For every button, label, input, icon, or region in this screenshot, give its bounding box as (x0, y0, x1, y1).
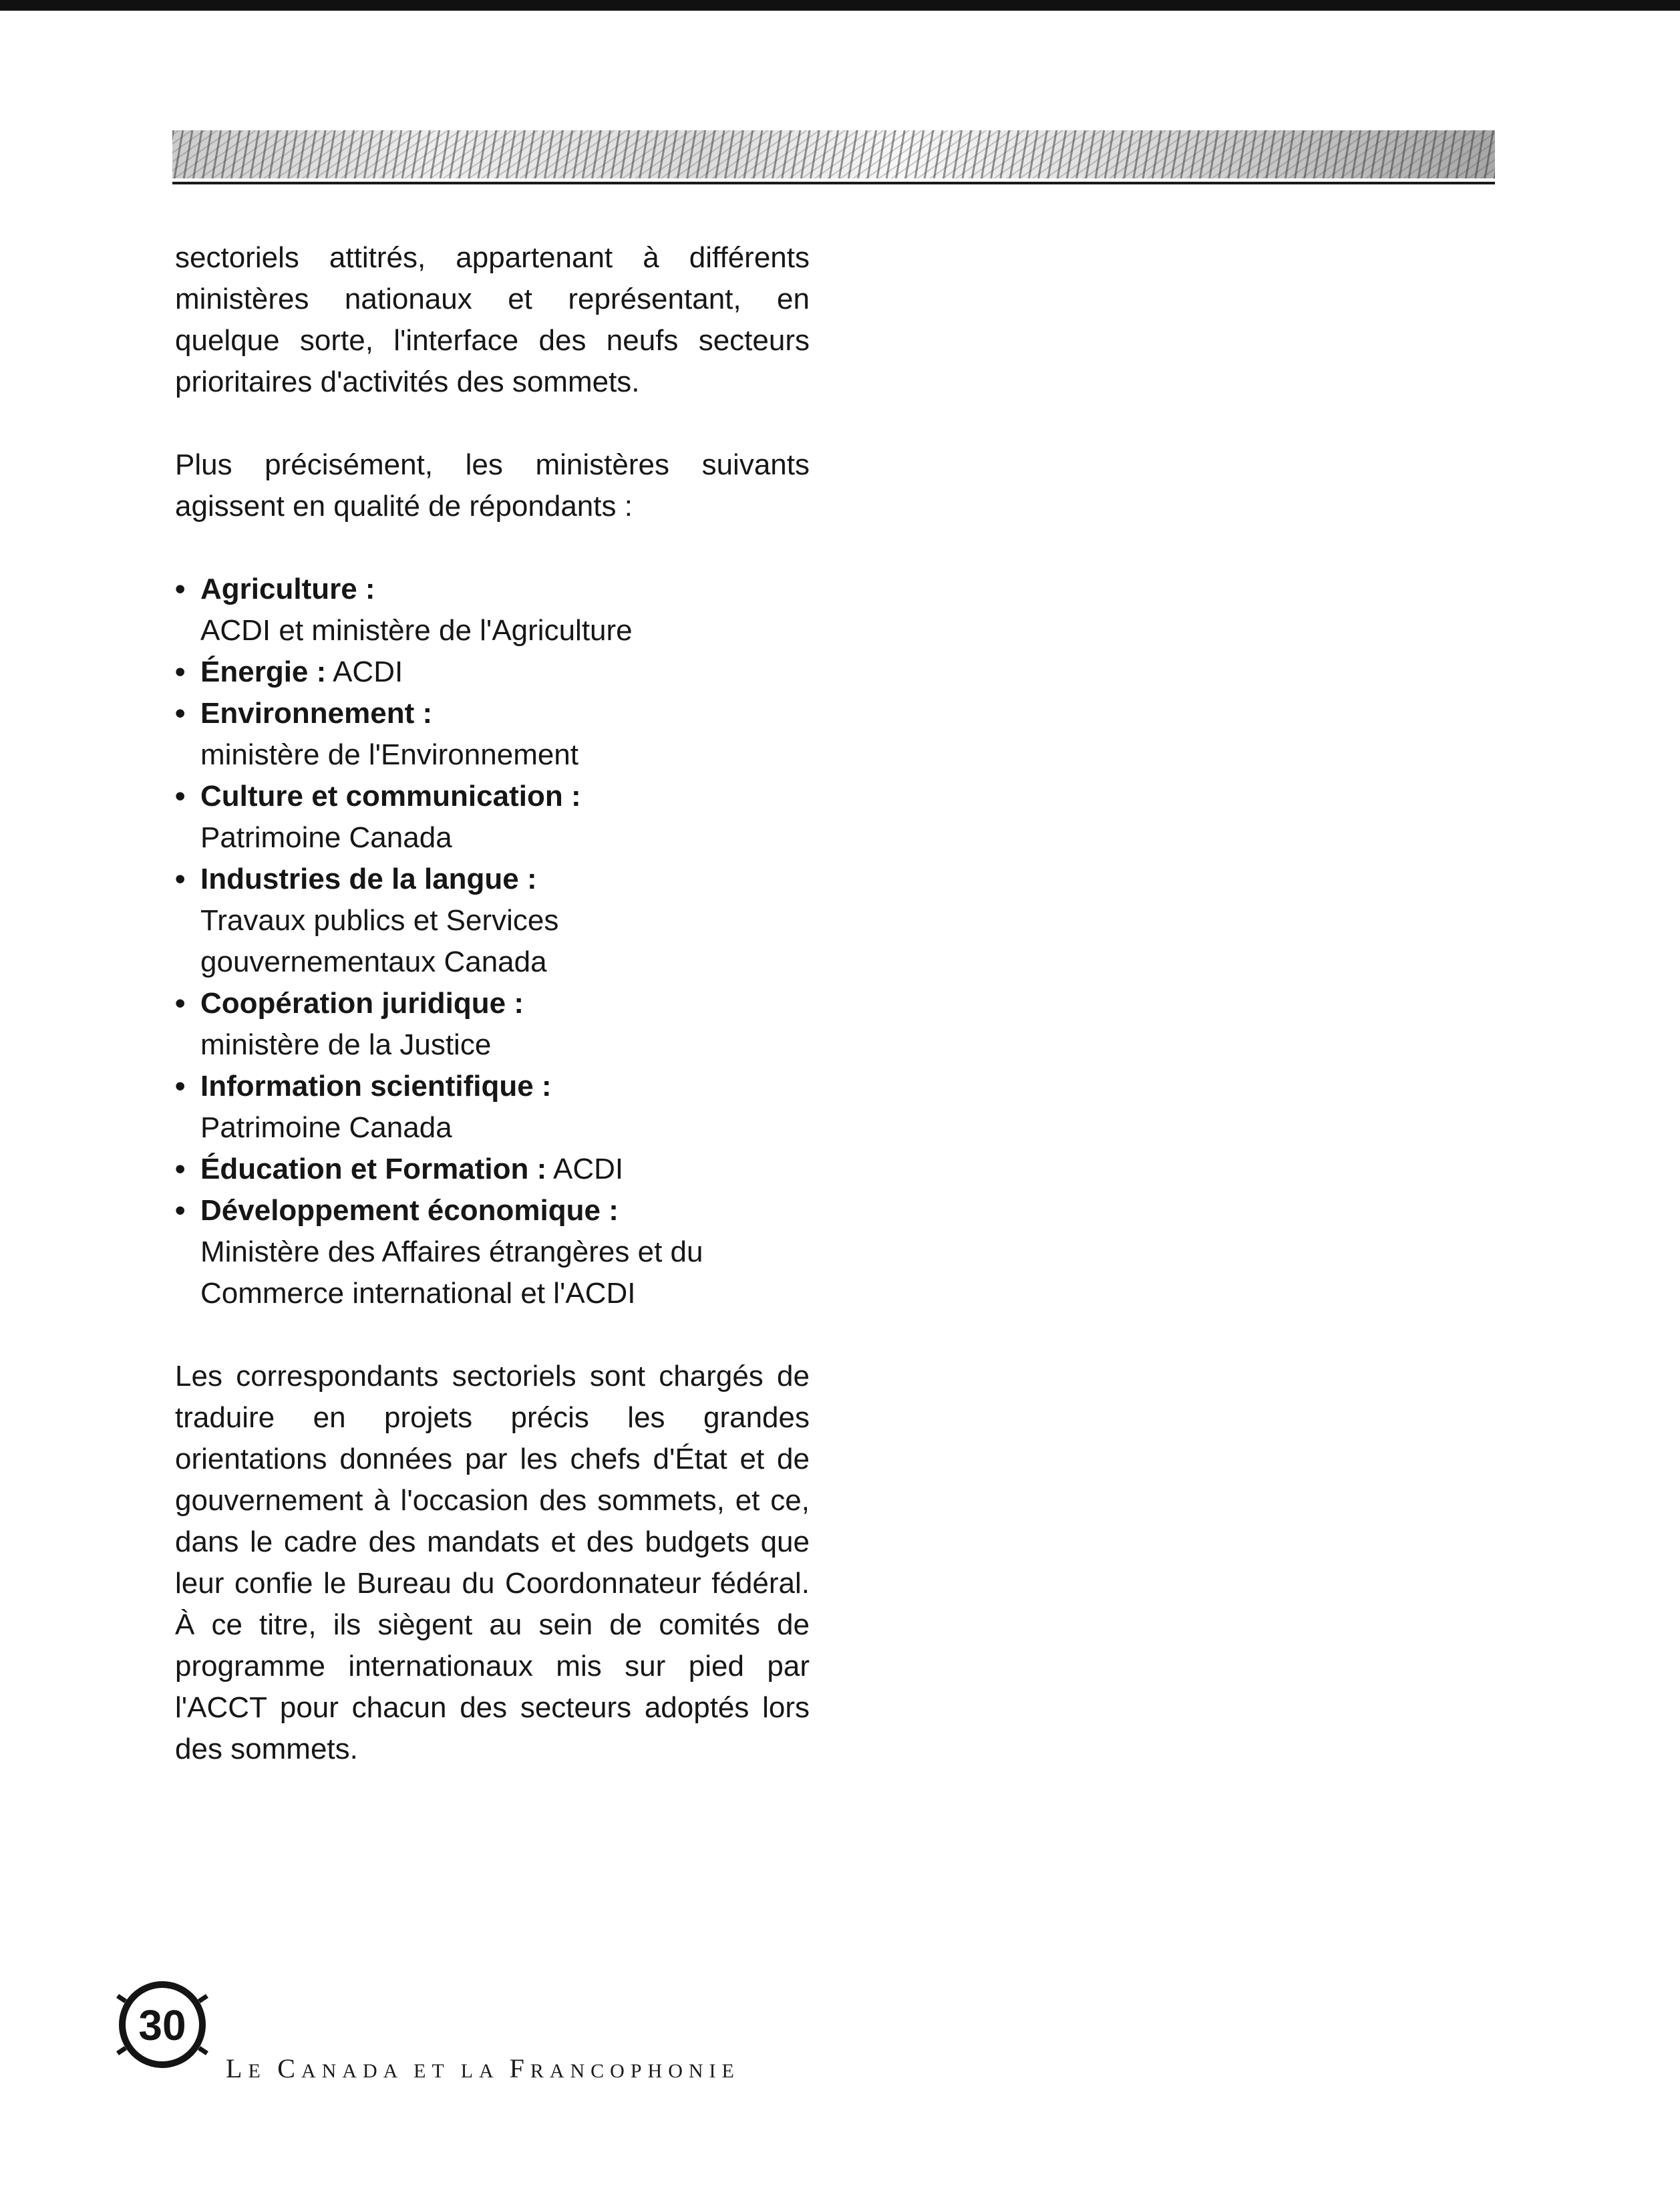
lead-paragraph: Plus précisément, les ministères suivants agissent en qualité de répondants : (175, 448, 810, 523)
footer-title-part: C (277, 2053, 301, 2083)
list-item (175, 776, 810, 859)
page-number-badge (106, 1975, 219, 2075)
bullet-icon: • (175, 1070, 186, 1103)
intro-paragraph: sectoriels attitrés, appartenant à différents ministères nationaux et représentant, en quelque sorte, l'interface des neufs secteurs prioritaires d'activités des sommets. (175, 241, 810, 398)
sector-list (175, 569, 810, 1314)
header-texture-band (172, 130, 1495, 178)
list-item (175, 859, 810, 983)
sector-label: Éducation et Formation : (200, 1153, 547, 1185)
bullet-icon: • (175, 697, 186, 730)
footer-title-part: ANADA ET LA (301, 2060, 510, 2082)
footer-title-part: F (509, 2053, 530, 2083)
list-item (175, 1149, 810, 1190)
bullet-icon: • (175, 987, 186, 1020)
sector-detail: ACDI (553, 1153, 624, 1185)
sector-label: Coopération juridique : (200, 987, 524, 1020)
header-rule (172, 182, 1495, 184)
bullet-icon: • (175, 780, 186, 813)
sector-detail: Travaux publics et Services gouvernementaux Canada (200, 904, 559, 978)
list-item (175, 1190, 810, 1314)
list-item (175, 569, 810, 651)
closing-paragraph: Les correspondants sectoriels sont chargés de traduire en projets précis les grandes orientations données par les chefs d'État et de gouvernement à l'occasion des sommets, et ce, dans le cadre des mandats et des budgets que leur confie le Bureau du Coordonnateur fédéral. À ce titre, ils siègent au sein de comités de programme internationaux mis sur pied par l'ACCT pour chacun des secteurs adoptés lors des sommets. (175, 1360, 810, 1765)
sector-detail: ministère de la Justice (200, 1028, 492, 1061)
footer-title-part: RANCOPHONIE (530, 2060, 740, 2082)
sector-label: Culture et communication : (200, 780, 581, 813)
sector-detail: ACDI et ministère de l'Agriculture (200, 614, 633, 647)
scan-top-edge (0, 0, 1680, 11)
bullet-icon: • (175, 1153, 186, 1185)
running-footer-title (226, 2053, 740, 2084)
sector-detail: Ministère des Affaires étrangères et du Commerce international et l'ACDI (200, 1235, 703, 1310)
list-item (175, 693, 810, 776)
sector-label: Environnement : (200, 697, 433, 730)
footer-title-part: L (226, 2053, 248, 2083)
main-text-column (175, 237, 810, 1770)
list-item (175, 983, 810, 1066)
footer-title-part: E (248, 2060, 278, 2082)
sector-label: Développement économique : (200, 1194, 619, 1227)
sector-detail: ministère de l'Environnement (200, 738, 579, 771)
sector-detail: Patrimoine Canada (200, 1111, 452, 1144)
sector-label: Énergie : (200, 655, 327, 688)
bullet-icon: • (175, 573, 186, 605)
list-item (175, 1066, 810, 1149)
list-item (175, 651, 810, 693)
bullet-icon: • (175, 863, 186, 895)
sector-detail: ACDI (333, 655, 403, 688)
sector-label: Information scientifique : (200, 1070, 552, 1103)
bullet-icon: • (175, 1194, 186, 1227)
sector-label: Agriculture : (200, 573, 375, 605)
sector-label: Industries de la langue : (200, 863, 537, 895)
page-number: 30 (138, 2001, 186, 2049)
sector-detail: Patrimoine Canada (200, 821, 452, 854)
bullet-icon: • (175, 655, 186, 688)
